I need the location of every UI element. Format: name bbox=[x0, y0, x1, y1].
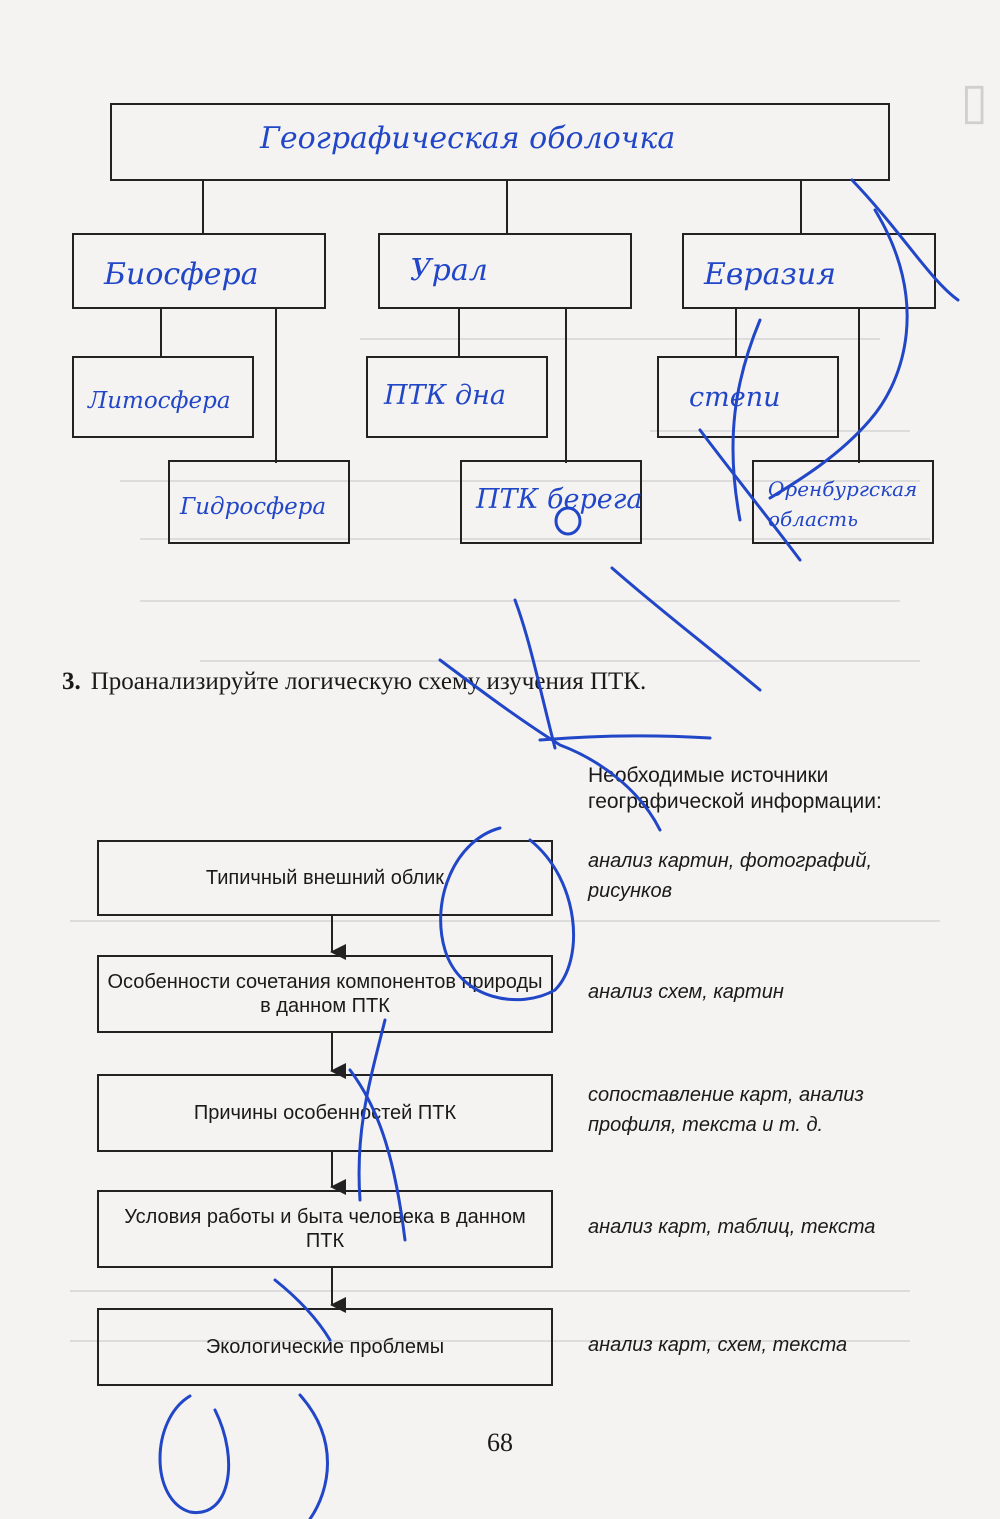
show-through-line bbox=[70, 920, 940, 922]
connector bbox=[565, 308, 567, 463]
pen-stroke bbox=[300, 1395, 328, 1519]
level1-label-1: Биосфера bbox=[104, 257, 259, 292]
level1-label-2: Урал bbox=[410, 253, 488, 288]
level3-label-1: Гидросфера bbox=[180, 494, 327, 520]
level2-label-2: ПТК дна bbox=[384, 380, 507, 411]
connector bbox=[202, 180, 204, 234]
connector bbox=[506, 180, 508, 234]
flow-source-4: анализ карт, таблиц, текста bbox=[588, 1216, 876, 1238]
flow-step-3: Причины особенностей ПТК bbox=[97, 1074, 553, 1152]
level3-box-2 bbox=[460, 460, 642, 544]
flow-source-2: анализ схем, картин bbox=[588, 981, 784, 1003]
level3-box-1 bbox=[168, 460, 350, 544]
connector bbox=[160, 308, 162, 358]
pen-stroke bbox=[160, 1396, 229, 1513]
sources-header: Необходимые источники географической информации: bbox=[588, 764, 882, 813]
question-number: 3. bbox=[62, 668, 81, 695]
page-number: 68 bbox=[487, 1428, 513, 1457]
flow-source-5: анализ карт, схем, текста bbox=[588, 1334, 848, 1356]
level1-box-3 bbox=[682, 233, 936, 309]
level3-box-3 bbox=[752, 460, 934, 544]
connector bbox=[735, 308, 737, 358]
flow-source-3: сопоставление карт, анализ профиля, текста и т. д. bbox=[588, 1084, 864, 1136]
flow-source-1: анализ картин, фотографий, рисунков bbox=[588, 850, 873, 902]
root-box bbox=[110, 103, 890, 181]
show-through-line bbox=[70, 1290, 910, 1292]
level1-label-3: Евразия bbox=[704, 257, 836, 292]
level2-box-1 bbox=[72, 356, 254, 438]
level1-box-2 bbox=[378, 233, 632, 309]
flow-step-1: Типичный внешний облик bbox=[97, 840, 553, 916]
level1-box-1 bbox=[72, 233, 326, 309]
level2-label-3: степи bbox=[689, 382, 781, 413]
question-text: Проанализируйте логическую схему изучения ПТК. bbox=[90, 668, 647, 695]
root-label: Географическая оболочка bbox=[260, 121, 676, 156]
show-through-line bbox=[360, 338, 880, 340]
pen-stroke bbox=[540, 736, 710, 740]
flow-step-4: Условия работы и быта человека в данном ПТК bbox=[97, 1190, 553, 1268]
level2-label-1: Литосфера bbox=[88, 388, 231, 414]
level2-box-3 bbox=[657, 356, 839, 438]
level3-label-3: Оренбургская область bbox=[768, 477, 918, 531]
level3-label-2: ПТК берега bbox=[476, 484, 643, 515]
connector bbox=[800, 180, 802, 234]
show-through-line bbox=[200, 660, 920, 662]
level2-box-2 bbox=[366, 356, 548, 438]
flow-step-5: Экологические проблемы bbox=[97, 1308, 553, 1386]
connector bbox=[458, 308, 460, 358]
question-3 bbox=[62, 668, 646, 696]
connector bbox=[275, 308, 277, 463]
show-through-title: ▯ bbox=[960, 73, 988, 129]
flow-step-2: Особенности сочетания компонентов природы в данном ПТК bbox=[97, 955, 553, 1033]
show-through-line bbox=[140, 600, 900, 602]
connector bbox=[858, 308, 860, 463]
